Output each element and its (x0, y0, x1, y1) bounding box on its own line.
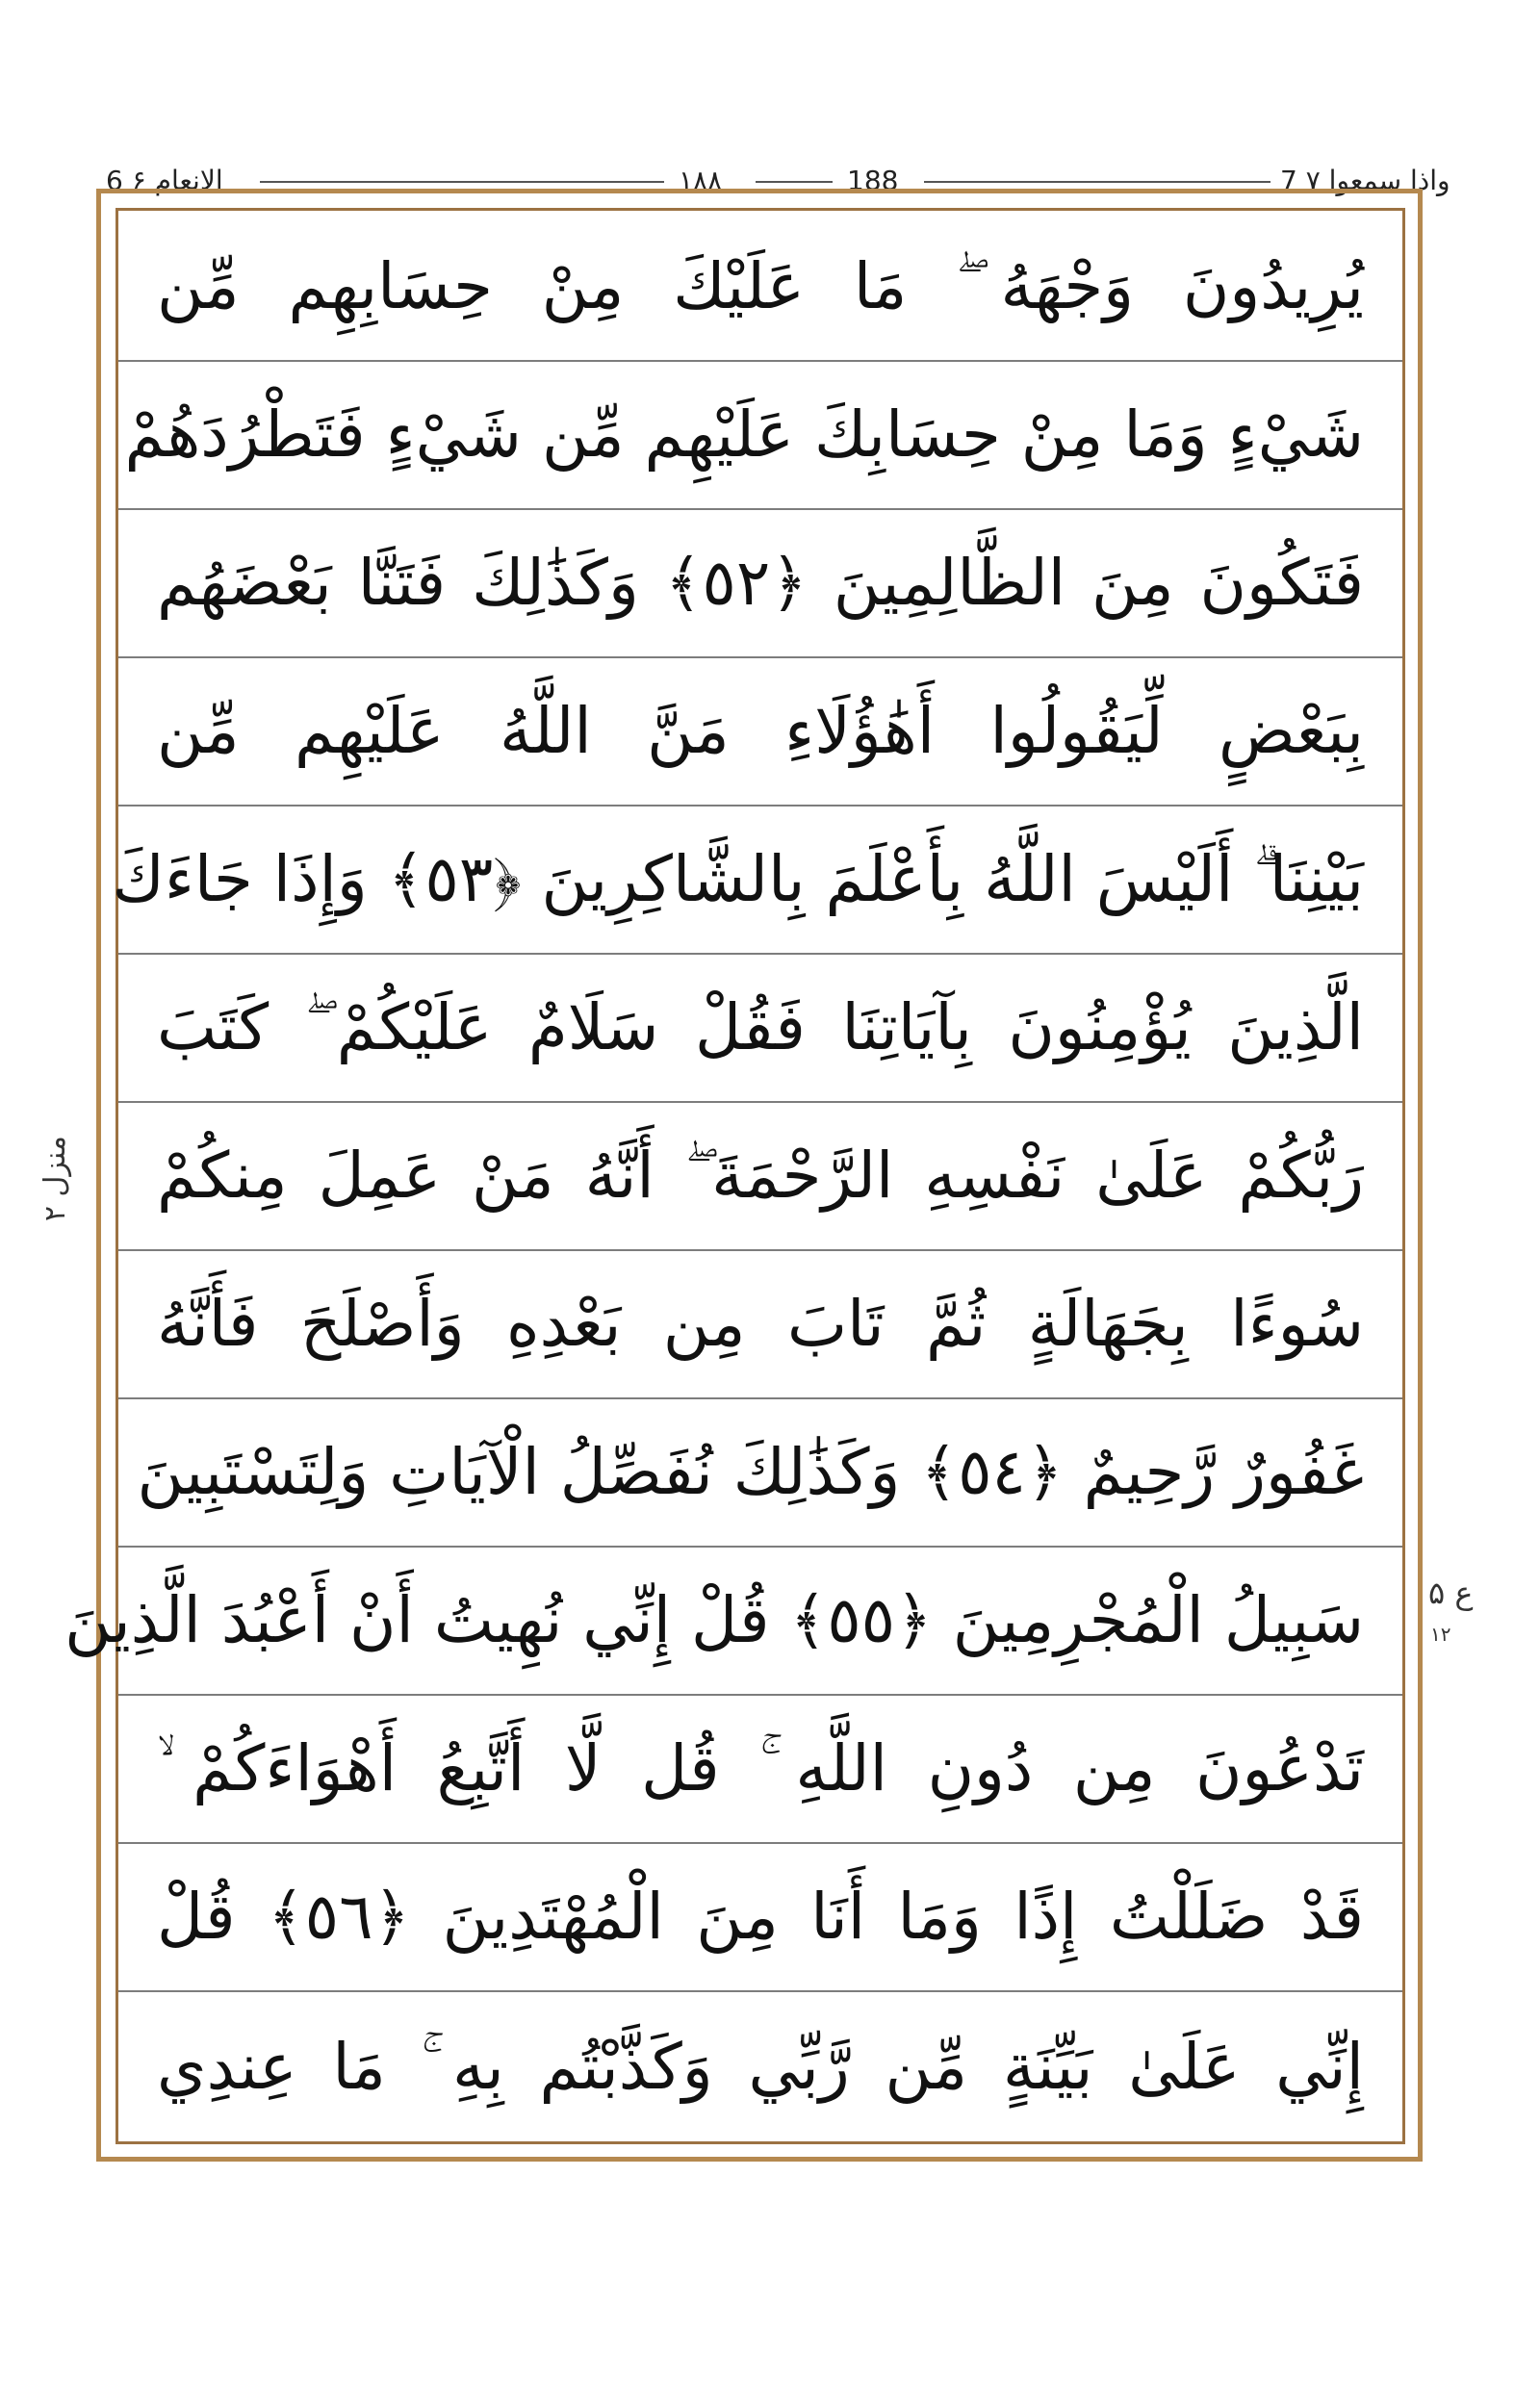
text-line-12 (118, 1844, 1402, 1992)
text-line-11 (118, 1696, 1402, 1844)
text-line-5 (112, 806, 1402, 955)
verse-text: سُوءًا بِجَهَالَةٍ ثُمَّ تَابَ مِن بَعْدِهِ وَأَصْلَحَ فَأَنَّهُ (157, 1287, 1364, 1361)
verse-text: يُرِيدُونَ وَجْهَهُ ۖ مَا عَلَيْكَ مِنْ حِسَابِهِم مِّن (157, 249, 1364, 323)
ruku-sub-number: ۱۲ (1430, 1623, 1451, 1646)
surah-name: الانعام ۶ 6 (106, 165, 223, 196)
verse-text: سَبِيلُ الْمُجْرِمِينَ ﴿٥٥﴾ قُلْ إِنِّي نُهِيتُ أَنْ أَعْبُدَ الَّذِينَ (64, 1583, 1364, 1657)
text-line-8 (118, 1251, 1402, 1399)
verse-text: الَّذِينَ يُؤْمِنُونَ بِآيَاتِنَا فَقُلْ سَلَامٌ عَلَيْكُمْ ۖ كَتَبَ (157, 990, 1364, 1064)
text-line-1 (118, 214, 1402, 362)
page-number: 188 (847, 165, 899, 196)
verse-text: بَيْنِنَا ۗ أَلَيْسَ اللَّهُ بِأَعْلَمَ بِالشَّاكِرِينَ ﴿٥٣﴾ وَإِذَا جَاءَكَ (112, 842, 1364, 916)
text-line-2 (118, 362, 1402, 510)
verse-text: إِنِّي عَلَىٰ بَيِّنَةٍ مِّن رَّبِّي وَكَذَّبْتُم بِهِ ۚ مَا عِندِي (157, 2029, 1364, 2104)
verse-text: شَيْءٍ وَمَا مِنْ حِسَابِكَ عَلَيْهِم مِّن شَيْءٍ فَتَطْرُدَهُمْ (124, 397, 1364, 472)
verse-text: فَتَكُونَ مِنَ الظَّالِمِينَ ﴿٥٢﴾ وَكَذَٰلِكَ فَتَنَّا بَعْضَهُم (157, 546, 1364, 620)
verse-text: تَدْعُونَ مِن دُونِ اللَّهِ ۚ قُل لَّا أَتَّبِعُ أَهْوَاءَكُمْ ۙ (157, 1731, 1364, 1805)
text-line-3 (118, 510, 1402, 658)
verse-text: رَبُّكُمْ عَلَىٰ نَفْسِهِ الرَّحْمَةَ ۖ أَنَّهُ مَنْ عَمِلَ مِنكُمْ (157, 1139, 1364, 1213)
header-rule-middle (756, 181, 833, 183)
header-rule-left (260, 181, 664, 183)
page-number-urdu: ۱۸۸ (679, 165, 723, 196)
para-name: 7 واذا سمعوا ۷ (1280, 165, 1450, 196)
text-line-9 (118, 1399, 1402, 1548)
text-line-10 (64, 1548, 1402, 1696)
text-line-7 (118, 1103, 1402, 1251)
verse-text: قَدْ ضَلَلْتُ إِذًا وَمَا أَنَا مِنَ الْمُهْتَدِينَ ﴿٥٦﴾ قُلْ (157, 1880, 1364, 1954)
verse-text: غَفُورٌ رَّحِيمٌ ﴿٥٤﴾ وَكَذَٰلِكَ نُفَصِّلُ الْآيَاتِ وَلِتَسْتَبِينَ (137, 1435, 1364, 1509)
text-line-13 (118, 1992, 1402, 2141)
ruku-marker: ع ۵ (1428, 1575, 1474, 1611)
header-rule-right (924, 181, 1270, 183)
verse-text: بِبَعْضٍ لِّيَقُولُوا أَهَٰؤُلَاءِ مَنَّ اللَّهُ عَلَيْهِم مِّن (157, 694, 1364, 768)
text-line-4 (118, 658, 1402, 806)
text-line-6 (118, 955, 1402, 1103)
manzil-marker: منزل ۲ (38, 1136, 72, 1222)
